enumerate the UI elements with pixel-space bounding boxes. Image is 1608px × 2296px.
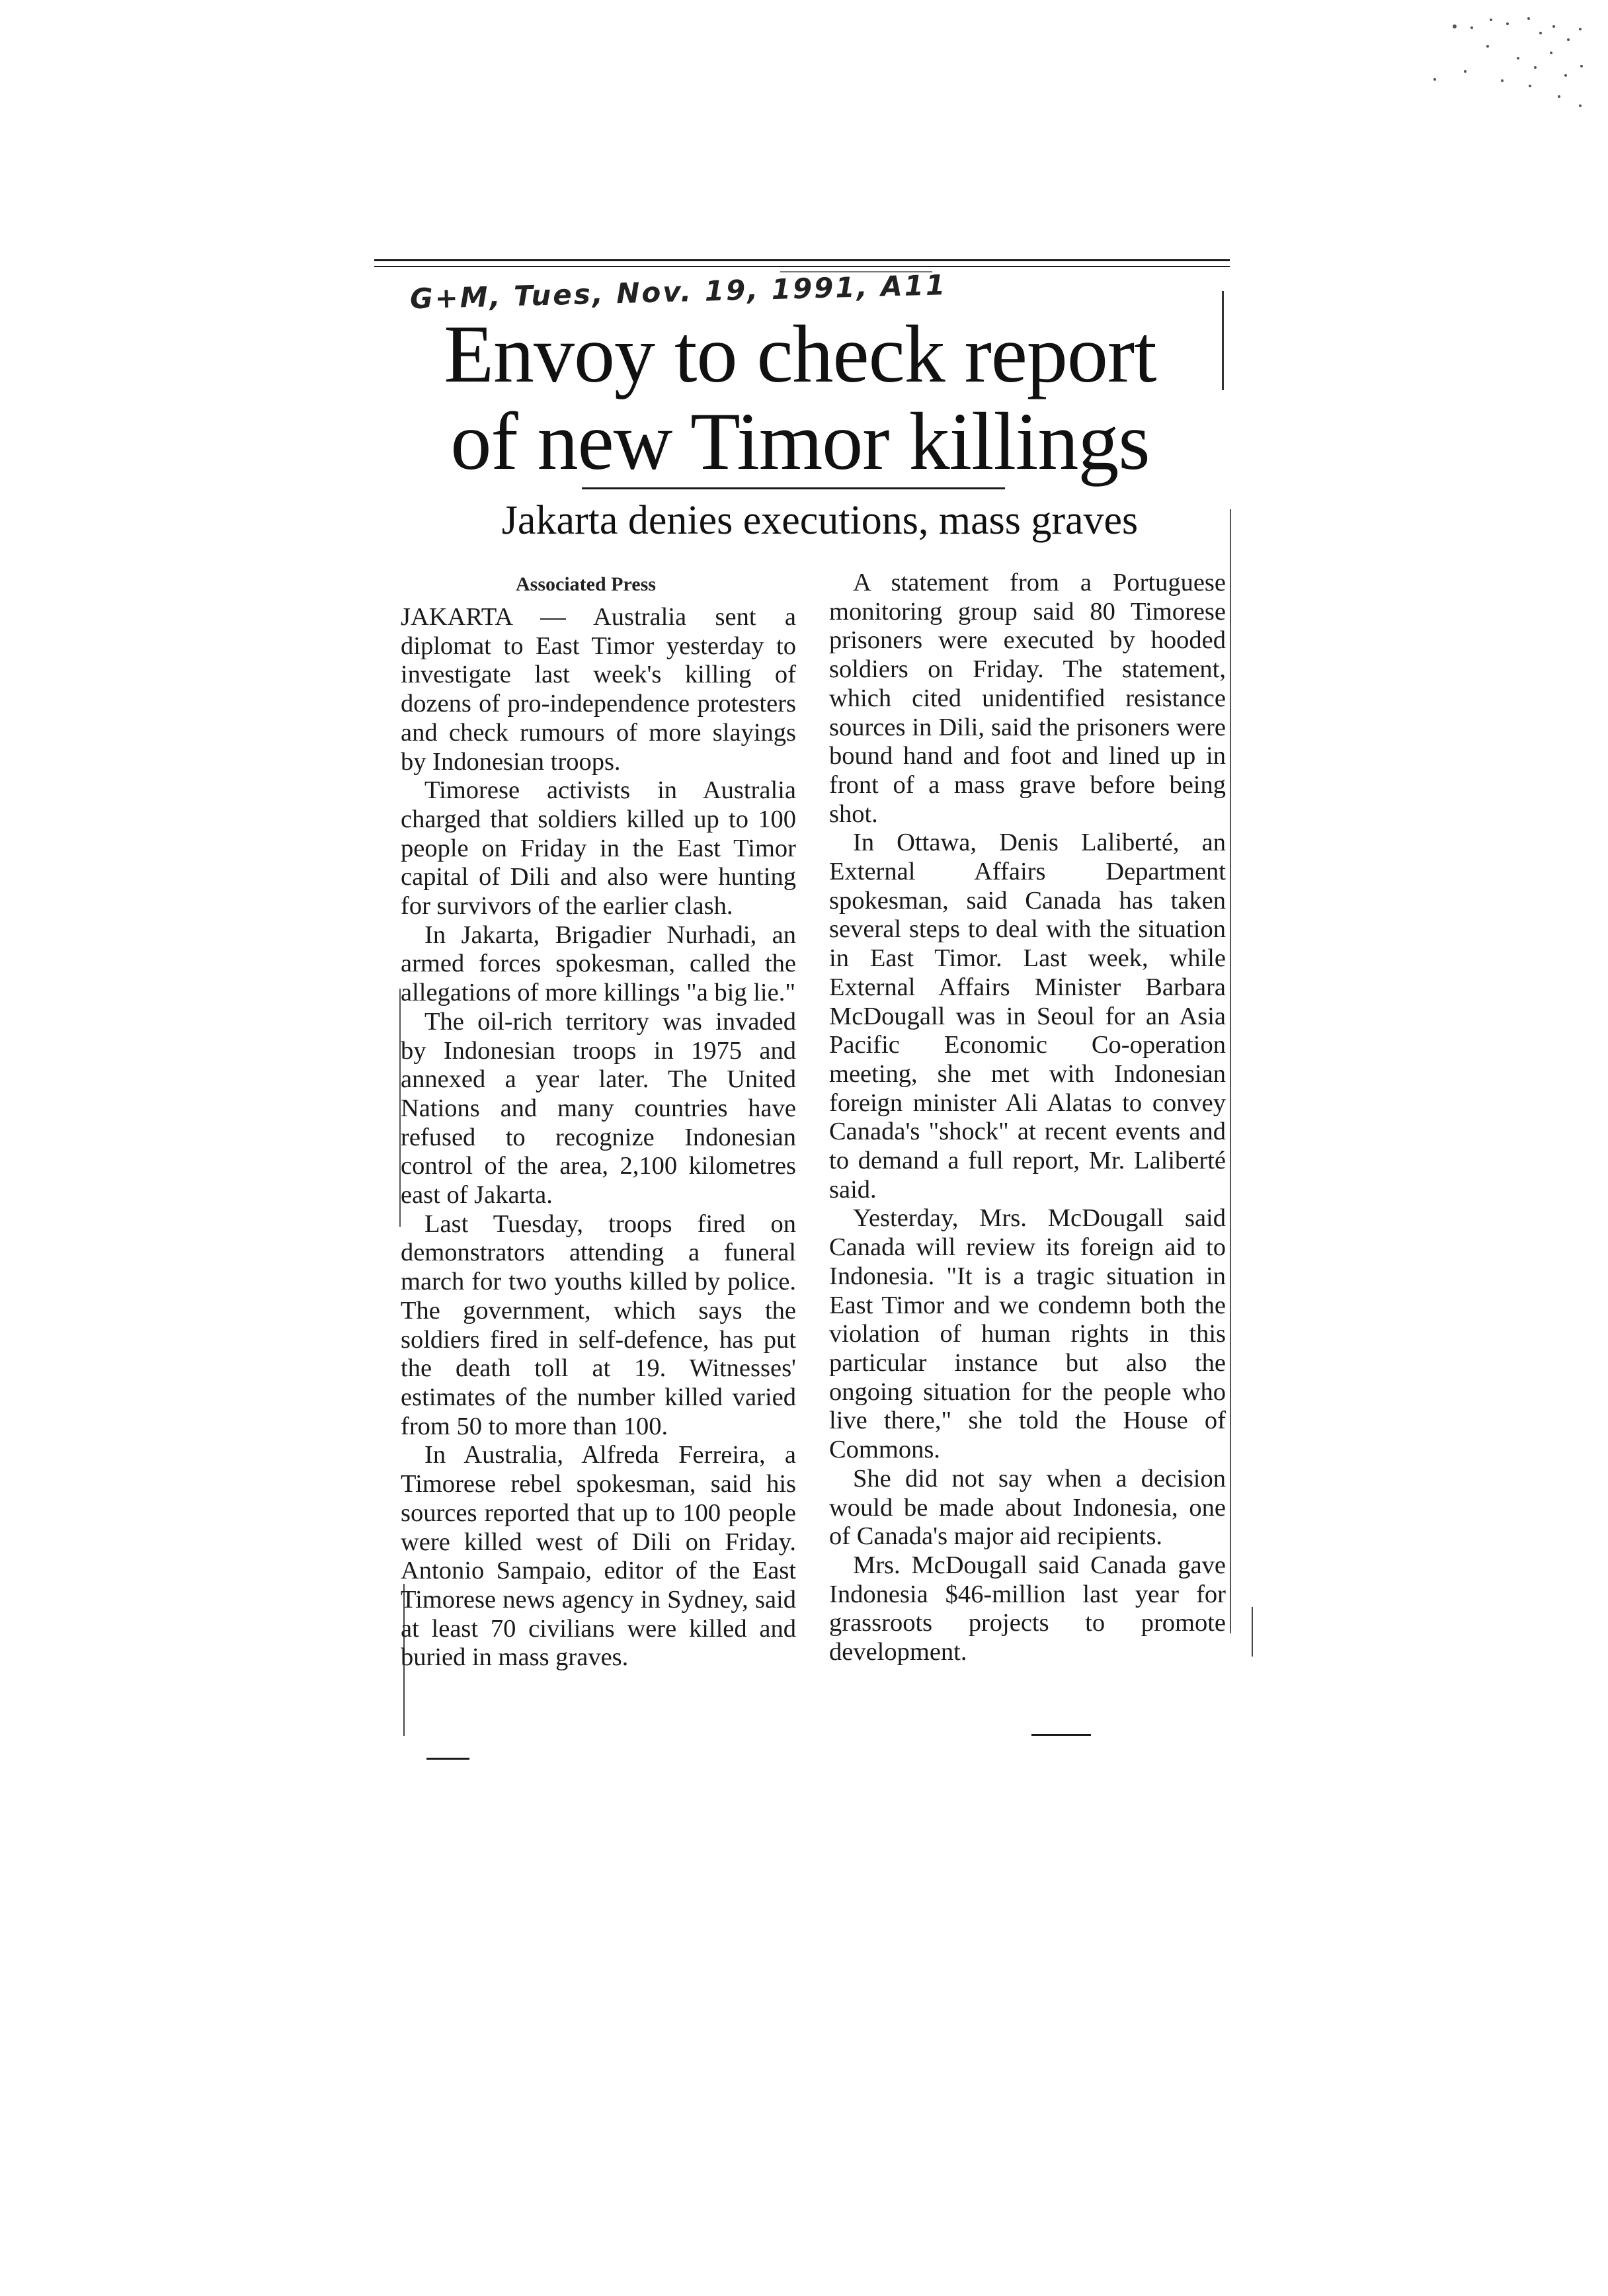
paragraph: Timorese activists in Australia charged that soldiers killed up to 100 people on Friday in the East Timor capital of Dili and also were hunting for survivors of the earlier clash. (401, 776, 796, 921)
paragraph: In Jakarta, Brigadier Nurhadi, an armed forces spokesman, called the allegations of more killings "a big lie." (401, 921, 796, 1007)
paragraph: In Australia, Alfreda Ferreira, a Timorese rebel spokesman, said his sources reported that up to 100 people were killed west of Dili on Friday. Antonio Sampaio, editor of the East Timorese news agency in Sydney, said at least 70 civilians were killed and buried in mass graves. (401, 1441, 796, 1672)
headline-rule (582, 487, 1005, 489)
scan-noise (1355, 7, 1593, 119)
paragraph: Last Tuesday, troops fired on demonstrators attending a funeral march for two youths killed by police. The government, which says the soldiers fired in self-defence, has put the death toll at 19. Witnesses' estimates of the number killed varied from 50 to more than 100. (401, 1210, 796, 1440)
article-column-right (829, 569, 1226, 1667)
paragraph: Mrs. McDougall said Canada gave Indonesia $46-million last year for grassroots projects to promote development. (829, 1551, 1226, 1666)
paragraph: In Ottawa, Denis Laliberté, an External Affairs Department spokesman, said Canada has taken several steps to deal with the situation in East Timor. Last week, while External Affairs Minister Barbara McDougall was in Seoul for an Asia Pacific Economic Co-operation meeting, she met with Indonesian foreign minister Ali Alatas to convey Canada's "shock" at recent events and to demand a full report, Mr. Laliberté said. (829, 829, 1226, 1204)
headline-line-2: of new Timor killings (450, 396, 1150, 487)
top-rule (374, 259, 1230, 261)
headline (370, 311, 1230, 485)
handwritten-source-note: G+M, Tues, Nov. 19, 1991, A11 (409, 268, 947, 315)
right-edge-mark (1252, 1607, 1253, 1657)
article-column-left (401, 603, 796, 1672)
end-rule-left (426, 1758, 469, 1760)
top-rule-secondary (374, 266, 1230, 267)
end-rule-right (1031, 1734, 1091, 1736)
paragraph: JAKARTA — Australia sent a diplomat to East Timor yesterday to investigate last week's killing of dozens of pro-independence protesters and check rumours of more slayings by Indonesian troops. (401, 603, 796, 776)
paragraph: A statement from a Portuguese monitoring group said 80 Timorese prisoners were executed by hooded soldiers on Friday. The statement, which cited unidentified resistance sources in Dili, said the prisoners were bound hand and foot and lined up in front of a mass grave before being shot. (829, 569, 1226, 828)
paragraph: Yesterday, Mrs. McDougall said Canada will review its foreign aid to Indonesia. "It is a tragic situation in East Timor and we condemn both the violation of human rights in this particular instance but also the ongoing situation for the people who live there," she told the House of Commons. (829, 1204, 1226, 1464)
headline-line-1: Envoy to check report (444, 309, 1156, 399)
subheadline: Jakarta denies executions, mass graves (501, 498, 1139, 543)
byline: Associated Press (516, 573, 656, 595)
paragraph: She did not say when a decision would be made about Indonesia, one of Canada's major aid recipients. (829, 1464, 1226, 1551)
paragraph: The oil-rich territory was invaded by Indonesian troops in 1975 and annexed a year later. The United Nations and many countries have refused to recognize Indonesian control of the area, 2,100 kilometres east of Jakarta. (401, 1007, 796, 1210)
right-edge-line (1230, 509, 1231, 1633)
